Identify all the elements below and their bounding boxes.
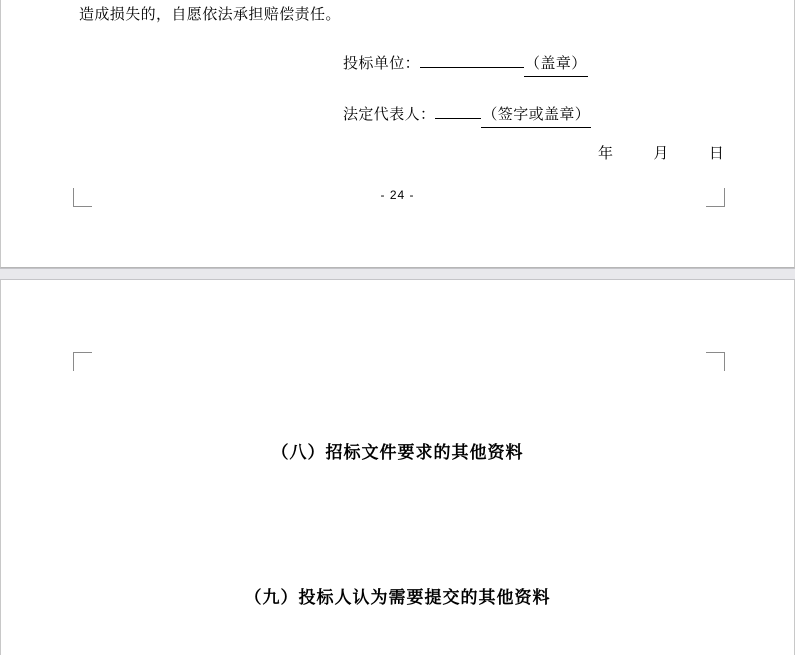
page-separator [0,268,795,280]
signature-note-bidder: （盖章） [524,53,588,77]
date-year-label: 年 [598,145,614,162]
document-page-2 [0,280,795,655]
page1-paragraph: 造成损失的，自愿依法承担赔偿责任。 [79,6,341,23]
signature-label-legal-rep: 法定代表人： [343,106,436,123]
page-number-footer: - 24 - [380,188,415,202]
document-page-1 [0,0,795,268]
signature-blank-line-bidder[interactable] [420,50,524,68]
signature-row-legal-rep [343,101,591,128]
signature-blank-line-legal-rep[interactable] [435,101,481,119]
date-row [598,142,724,163]
date-month-label: 月 [653,145,669,162]
signature-label-bidder: 投标单位： [343,55,421,72]
section-heading-nine: （九）投标人认为需要提交的其他资料 [244,588,551,607]
crop-mark-top-right-page2 [706,352,725,371]
signature-row-bidder [343,50,588,77]
section-heading-eight: （八）招标文件要求的其他资料 [271,443,524,462]
date-day-label: 日 [708,145,725,162]
crop-mark-top-left-page2 [73,352,92,371]
signature-note-legal-rep: （签字或盖章） [481,104,591,128]
